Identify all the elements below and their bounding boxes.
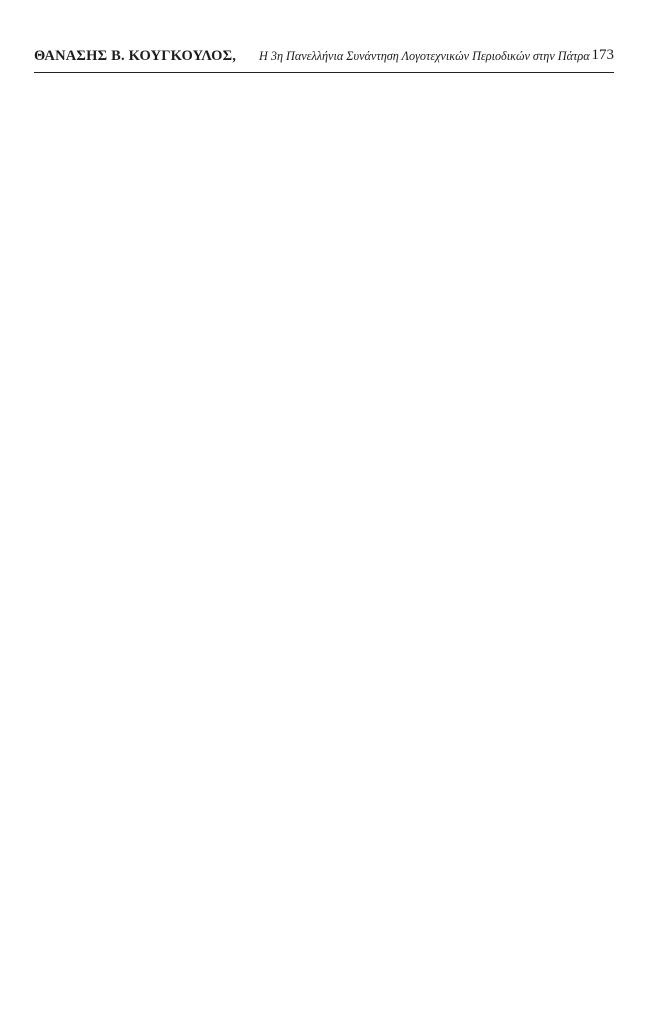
page-number: 173 bbox=[591, 47, 614, 63]
running-head bbox=[34, 46, 614, 70]
running-title: Η 3η Πανελλήνια Συνάντηση Λογοτεχνικών Περιοδικών στην Πάτρα bbox=[259, 49, 590, 63]
header-rule bbox=[34, 72, 614, 73]
author-name: ΘΑΝΑΣΗΣ Β. ΚΟΥΓΚΟΥΛΟΣ, bbox=[34, 48, 237, 64]
